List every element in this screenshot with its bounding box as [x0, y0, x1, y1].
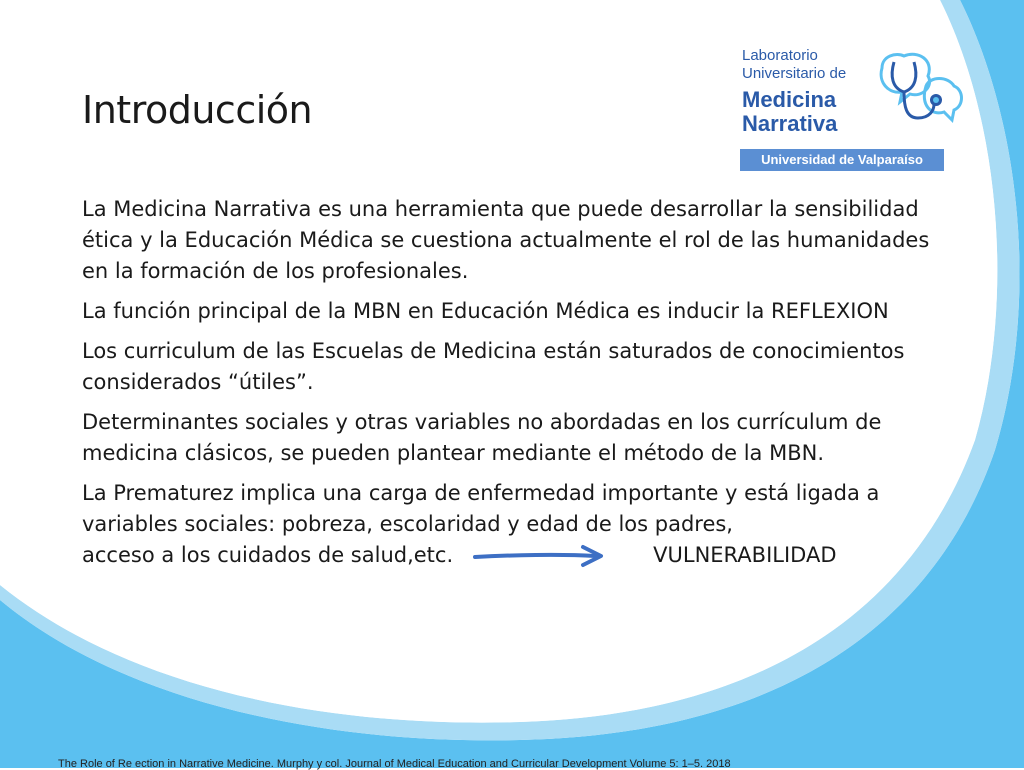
paragraph-5-last-line — [82, 540, 932, 571]
lab-logo — [740, 46, 972, 174]
stethoscope-icon — [860, 46, 970, 146]
paragraph-3: Los curriculum de las Escuelas de Medicina están saturados de conocimientos considerados “útiles”. — [82, 339, 905, 394]
logo-line-1: Laboratorio — [742, 47, 818, 64]
logo-line-3: Medicina — [742, 87, 837, 112]
logo-line-4: Narrativa — [742, 111, 838, 136]
paragraph-4: Determinantes sociales y otras variables no abordadas en los currículum de medicina clásicos, se pueden plantear mediante el método de la MBN. — [82, 410, 882, 465]
slide-body — [82, 194, 932, 571]
right-arrow-icon — [471, 544, 611, 568]
slide-title: Introducción — [82, 88, 313, 132]
paragraph-1: La Medicina Narrativa es una herramienta que puede desarrollar la sensibilidad ética y la Educación Médica se cuestiona actualmente el rol de las humanidades en la formación de los profesionales. — [82, 197, 930, 283]
logo-university-band: Universidad de Valparaíso — [740, 149, 944, 171]
paragraph-2: La función principal de la MBN en Educación Médica es inducir la REFLEXION — [82, 299, 889, 323]
logo-line-2: Universitario de — [742, 65, 847, 82]
footer-citation: The Role of Re ection in Narrative Medicine. Murphy y col. Journal of Medical Education and Curricular Development Volume 5: 1–5. 2018 — [58, 758, 731, 770]
paragraph-5: La Prematurez implica una carga de enfermedad importante y está ligada a variables sociales: pobreza, escolaridad y edad de los padres, — [82, 481, 880, 536]
vulnerabilidad-label: VULNERABILIDAD — [653, 543, 837, 567]
last-line-start: acceso a los cuidados de salud,etc. — [82, 543, 454, 567]
